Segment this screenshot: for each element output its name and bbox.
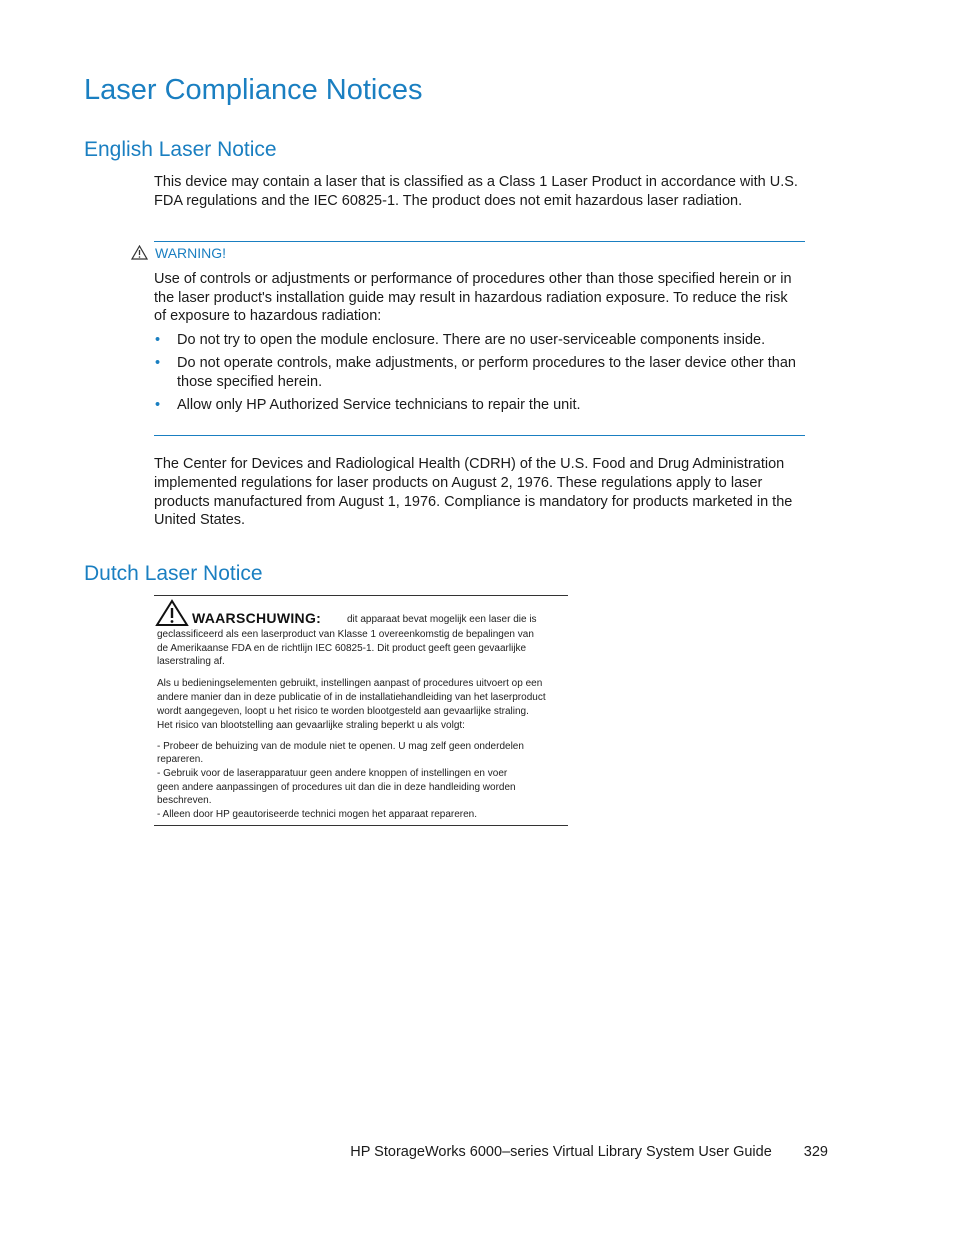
footer-guide-title: HP StorageWorks 6000–series Virtual Library System User Guide — [350, 1144, 772, 1160]
warning-bottom-rule — [154, 435, 805, 436]
warning-text-line-3: of exposure to hazardous radiation: — [154, 308, 382, 324]
warning-triangle-icon — [131, 245, 148, 260]
page-footer — [350, 1144, 828, 1160]
cdrh-line-1: The Center for Devices and Radiological Health (CDRH) of the U.S. Food and Drug Administration — [154, 456, 785, 472]
dutch-line: Als u bedieningselementen gebruikt, instellingen aanpast of procedures uitvoert op een — [157, 678, 543, 689]
english-intro-line-1: This device may contain a laser that is classified as a Class 1 Laser Product in accordance with U.S. — [154, 174, 798, 190]
dutch-bottom-rule — [154, 825, 568, 826]
warning-bullet-list — [154, 331, 814, 419]
dutch-line: laserstraling af. — [157, 656, 225, 667]
bullet-text: Allow only HP Authorized Service technicians to repair the unit. — [177, 397, 581, 413]
dutch-line: beschreven. — [157, 795, 212, 806]
dutch-line: geclassificeerd als een laserproduct van Klasse 1 overeenkomstig de bepalingen van — [157, 629, 534, 640]
dutch-warning-label: WAARSCHUWING: — [192, 610, 322, 626]
dutch-line: - Alleen door HP geautoriseerde technici mogen het apparaat repareren. — [157, 809, 478, 820]
bullet-text: Do not try to open the module enclosure. There are no user-serviceable components inside. — [177, 332, 766, 348]
bullet-text: Do not operate controls, make adjustments, or perform procedures to the laser device other than those specified herein. — [177, 355, 796, 390]
bullet-dot-icon: • — [155, 397, 161, 413]
dutch-line: - Probeer de behuizing van de module niet te openen. U mag zelf geen onderdelen — [157, 741, 524, 752]
dutch-line: Het risico van blootstelling aan gevaarlijke straling beperkt u als volgt: — [157, 720, 465, 731]
english-intro-line-2: FDA regulations and the IEC 60825-1. The product does not emit hazardous laser radiation. — [154, 193, 743, 209]
dutch-line: geen andere aanpassingen of procedures uit dan die in deze handleiding worden — [157, 782, 516, 793]
warning-top-rule — [154, 241, 805, 242]
dutch-line: andere manier dan in deze publicatie of in de installatiehandleiding van het laserproduct — [157, 692, 546, 703]
dutch-line: - Gebruik voor de laserapparatuur geen andere knoppen of instellingen en voer — [157, 768, 508, 779]
dutch-laser-notice-heading: Dutch Laser Notice — [84, 562, 263, 585]
cdrh-line-3: products manufactured from August 1, 1976. Compliance is mandatory for products marketed in the — [154, 494, 793, 510]
bullet-dot-icon: • — [155, 332, 161, 348]
dutch-line-first: dit apparaat bevat mogelijk een laser die is — [347, 614, 537, 625]
footer-page-number: 329 — [803, 1144, 828, 1160]
warning-text-line-2: the laser product's installation guide may result in hazardous radiation exposure. To reduce the risk — [154, 290, 788, 306]
dutch-warning-triangle-icon — [155, 599, 189, 627]
list-item — [154, 396, 814, 415]
list-item — [154, 331, 814, 350]
dutch-top-rule — [154, 595, 568, 596]
english-laser-notice-heading: English Laser Notice — [84, 138, 277, 161]
dutch-line: wordt aangegeven, loopt u het risico te worden blootgesteld aan gevaarlijke straling. — [157, 706, 529, 717]
page-title: Laser Compliance Notices — [84, 74, 423, 106]
cdrh-line-2: implemented regulations for laser products on August 2, 1976. These regulations apply to laser — [154, 475, 763, 491]
warning-text-line-1: Use of controls or adjustments or performance of procedures other than those specified herein or in — [154, 271, 792, 287]
cdrh-line-4: United States. — [154, 512, 246, 528]
dutch-notice-image — [154, 595, 568, 826]
dutch-line: de Amerikaanse FDA en de richtlijn IEC 60825-1. Dit product geeft geen gevaarlijke — [157, 643, 527, 654]
list-item — [154, 354, 797, 392]
warning-label: WARNING! — [155, 245, 227, 261]
bullet-dot-icon: • — [155, 355, 161, 371]
dutch-line: repareren. — [157, 754, 204, 765]
